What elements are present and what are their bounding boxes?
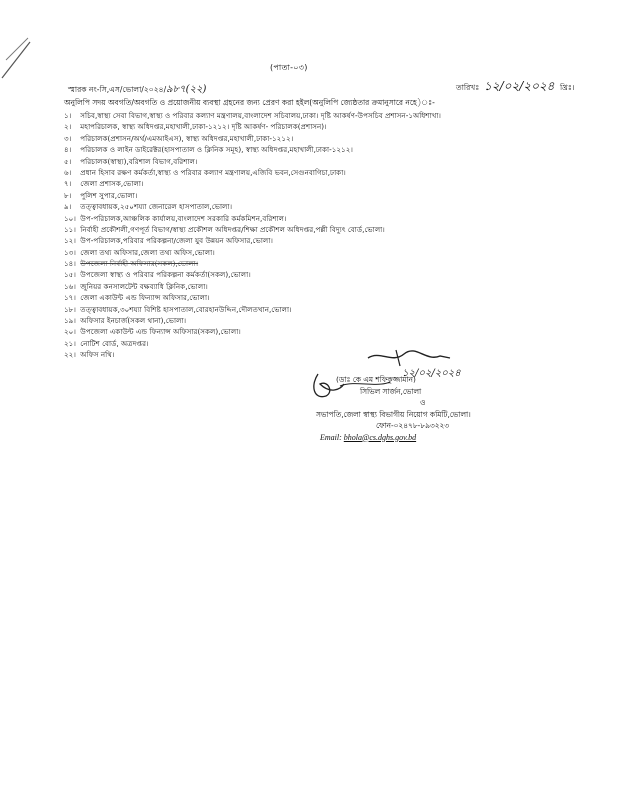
- signature-date-handwritten: ১২/০২/২০২৪: [402, 368, 461, 379]
- signatory-committee: সভাপতি,জেলা স্বাস্থ্য বিভাগীয় নিয়োগ কমিটি,ভোলা।: [316, 409, 471, 419]
- distribution-item-text: উপ-পরিচালক,আঞ্চলিক কার্যালয়,বাংলাদেশ সরকারি কর্মকমিশন,বরিশাল।: [80, 213, 287, 223]
- distribution-item-number: ২২।: [64, 350, 76, 360]
- page-number: (পাতা-০৩): [270, 63, 308, 72]
- distribution-item: [64, 281, 584, 292]
- distribution-item: [64, 235, 584, 246]
- distribution-item-number: ১০।: [64, 213, 76, 223]
- email-address[interactable]: bhola@cs.dghs.gov.bd: [343, 432, 417, 442]
- distribution-item: [64, 292, 584, 303]
- distribution-item-text: পুলিশ সুপার,ভোলা।: [80, 190, 138, 200]
- distribution-item: [64, 269, 584, 280]
- email-label: Email:: [320, 432, 342, 442]
- distribution-item-text: জেলা একাউন্ট এন্ড ফিন্যান্স অফিসার,ভোলা।: [80, 293, 210, 303]
- distribution-item-number: ১৭।: [64, 293, 76, 303]
- distribution-item-number: ১৬।: [64, 281, 76, 291]
- distribution-item-number: ১৮।: [64, 304, 76, 314]
- distribution-item-number: ১৫।: [64, 270, 76, 280]
- memo-number-handwritten: ৯৮৭(২২): [166, 84, 207, 95]
- distribution-item-number: ২১।: [64, 338, 76, 348]
- distribution-item: [64, 201, 584, 212]
- signature-block: [316, 374, 616, 443]
- distribution-item-text: উপজেলা স্বাস্থ্য ও পরিবার পরিকল্পনা কর্মকর্তা(সকল),ভোলা।: [80, 270, 251, 280]
- distribution-item: [64, 121, 584, 132]
- distribution-intro: অনুলিপি সদয় অবগতি/অবগতি ও প্রয়োজনীয় ব্যবস্থা গ্রহনের জন্য প্রেরণ করা হইল(অনুলিপি জ্যেষ্ঠতার ক্রমানুসারে নহে)ঃ-: [64, 98, 435, 107]
- distribution-item-text: তত্ত্বাবধায়ক,২৫০শয্যা জেনারেল হাসপাতাল,ভোলা।: [80, 202, 233, 212]
- distribution-item-text: সচিব,স্বাস্থ্য সেবা বিভাগ,স্বাস্থ্য ও পরিবার কল্যাণ মন্ত্রণালয়,বাংলাদেশ সচিবালয়,ঢাকা। দৃষ্টি আকর্ষণ-উপসচিব প্রশাসন-১অধিশাখা।: [80, 111, 441, 120]
- signatory-amp: ও: [420, 398, 426, 407]
- distribution-item-text: অফিসার ইনচার্জ(সকল থানা),ভোলা।: [80, 316, 187, 326]
- memo-prefix: স্মারক নং-সি,এস/ভোলা/২০২৪/: [68, 85, 167, 94]
- distribution-item-text: জুনিয়র কনসালটেন্ট বক্ষব্যাধি ক্লিনিক,ভোলা।: [80, 281, 208, 291]
- signatory-phone: ফোন-০২৪৭৮-৮৯৩২২৩: [376, 421, 450, 430]
- distribution-item-text: জেলা তথ্য অফিসার,জেলা তথ্য অফিস,ভোলা।: [80, 247, 215, 257]
- distribution-item-text: উপ-পরিচালক,পরিবার পরিকল্পনা/জেলা যুব উন্নয়ন অফিসার,ভোলা।: [80, 236, 273, 246]
- signatory-name: (ডাঃ কে এম শফিকুজ্জামান): [336, 375, 416, 384]
- distribution-item: [64, 304, 584, 315]
- signatory-email: [316, 432, 616, 444]
- distribution-item: [64, 144, 584, 155]
- distribution-item-number: ৩।: [64, 133, 72, 143]
- distribution-item-text: নোটিশ বোর্ড, অত্রদপ্তর।: [80, 338, 149, 348]
- distribution-item-number: ৯।: [64, 202, 72, 212]
- distribution-item-text: প্রধান হিসাব রক্ষণ কর্মকর্তা,স্বাস্থ্য ও পরিবার কল্যাণ মন্ত্রণালয়,এজিবি ভবন,সেগুনবাগিচা,ঢাকা।: [80, 167, 346, 177]
- distribution-list: [64, 110, 584, 361]
- distribution-item-number: ৫।: [64, 156, 72, 166]
- date-suffix: খ্রিঃ।: [560, 83, 575, 92]
- distribution-item-number: ৮।: [64, 190, 72, 200]
- distribution-item-text: পরিচালক(প্রশাসন/অর্থ/এমআইএস), স্বাস্থ্য অধিদপ্তর,মহাখালী,ঢাকা-১২১২।: [80, 133, 294, 143]
- distribution-item-number: ১৪।: [64, 259, 76, 269]
- distribution-item-number: ১৩।: [64, 247, 76, 257]
- distribution-item-text: উপজেলা একাউন্ট এন্ড ফিন্যান্স অফিসার(সকল),ভোলা।: [80, 327, 241, 337]
- distribution-item: [64, 156, 584, 167]
- distribution-item-text: জেলা প্রশাসক,ভোলা।: [80, 179, 144, 189]
- distribution-item: [64, 110, 584, 121]
- distribution-item-number: ২।: [64, 122, 72, 132]
- distribution-item: [64, 178, 584, 189]
- distribution-item: [64, 258, 584, 269]
- distribution-item-text: পরিচালক(স্বাস্থ্য),বরিশাল বিভাগ,বরিশাল।: [80, 156, 198, 166]
- distribution-item-number: ৬।: [64, 167, 72, 177]
- memo-reference: [68, 82, 206, 99]
- signatory-title: সিভিল সার্জন,ভোলা: [360, 386, 422, 396]
- distribution-item: [64, 190, 584, 201]
- distribution-item: [64, 224, 584, 235]
- distribution-item-number: ৭।: [64, 179, 72, 189]
- distribution-item-text: তত্ত্বাবধায়ক,৩০শয্যা বিশিষ্ট হাসপাতাল,বোরহানউদ্দিন,দৌলতখান,ভোলা।: [80, 304, 292, 314]
- distribution-item-number: ১১।: [64, 224, 76, 234]
- distribution-item: [64, 247, 584, 258]
- distribution-item-number: ২০।: [64, 327, 76, 337]
- distribution-item: [64, 213, 584, 224]
- distribution-item: [64, 167, 584, 178]
- distribution-item-text: উপজেলা নির্বাহী অফিসার(সকল),ভোলা।: [80, 259, 199, 269]
- distribution-item-text: পরিচালক ও লাইন ডাইরেক্টর(হাসপাতাল ও ক্লিনিক সমূহ), স্বাস্থ্য অধিদপ্তর,মহাখালী,ঢাকা-১২১২।: [80, 145, 353, 155]
- distribution-item: [64, 326, 584, 337]
- distribution-item-number: ৪।: [64, 145, 72, 155]
- distribution-item: [64, 315, 584, 326]
- distribution-item-text: অফিস নথি।: [80, 350, 115, 360]
- distribution-item-number: ১৯।: [64, 316, 76, 326]
- distribution-item-text: মহাপরিচালক, স্বাস্থ্য অধিদপ্তর,মহাখালী,ঢাকা-১২১২। দৃষ্টি আকর্ষণ- পরিচালক(প্রশাসন)।: [80, 122, 327, 132]
- distribution-item-number: ১।: [64, 111, 72, 120]
- distribution-item-text: নির্বাহী প্রকৌশলী,গণপূর্ত বিভাগ/স্বাস্থ্য প্রকৌশল অধিদপ্তর/শিক্ষা প্রকৌশল অধিদপ্তর,পল্লী বিদ্যুৎ বোর্ড,ভোলা।: [80, 224, 385, 234]
- corner-pencil-mark: [0, 0, 40, 80]
- date-handwritten: ১২/০২/২০২৪: [484, 79, 555, 93]
- distribution-item: [64, 133, 584, 144]
- distribution-item-number: ১২।: [64, 236, 76, 246]
- date-label: তারিখঃ: [456, 83, 480, 92]
